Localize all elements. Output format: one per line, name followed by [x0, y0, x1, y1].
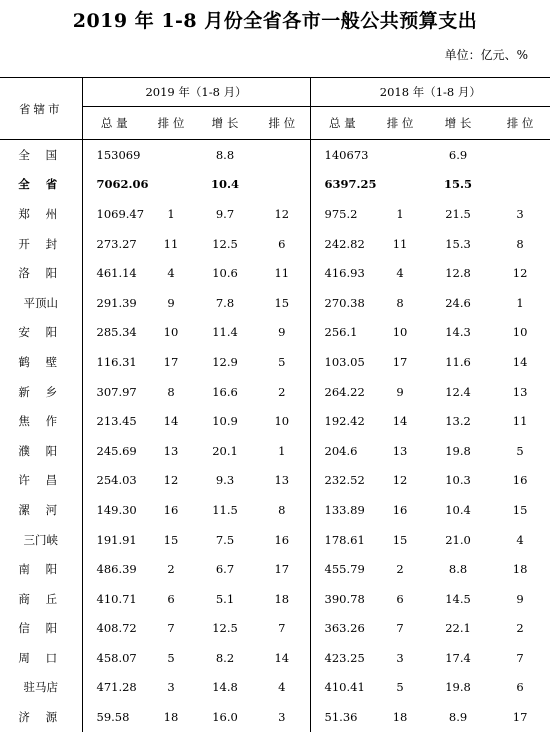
cell-r18: 14	[392, 414, 408, 429]
table-row	[0, 673, 550, 703]
cell-gr18: 1	[516, 295, 524, 310]
cell-v18: 975.2	[310, 199, 374, 229]
cell-v18: 204.6	[310, 436, 374, 466]
cell-g18: 21.0	[445, 532, 471, 547]
cell-gr19: 5	[278, 354, 286, 369]
table-row	[0, 495, 550, 525]
cell-r18: 1	[396, 206, 404, 221]
cell-g19: 11.4	[212, 325, 238, 340]
cell-v19: 461.14	[82, 258, 146, 288]
table-row	[0, 140, 550, 170]
cell-g19: 16.0	[212, 710, 238, 725]
cell-v18: 270.38	[310, 288, 374, 318]
col-rank-2018: 排 位	[374, 107, 426, 140]
table-row	[0, 436, 550, 466]
cell-v19: 191.91	[82, 525, 146, 555]
cell-r19: 3	[167, 680, 175, 695]
cell-r18: 13	[392, 443, 408, 458]
cell-v18: 232.52	[310, 466, 374, 496]
cell-v18: 140673	[310, 140, 374, 170]
col-growth-rank-2018: 排 位	[490, 107, 550, 140]
cell-v19: 153069	[82, 140, 146, 170]
cell-gr18: 17	[512, 710, 528, 725]
cell-gr18: 9	[516, 591, 524, 606]
cell-r18: 3	[396, 650, 404, 665]
budget-table	[0, 77, 550, 732]
cell-v18: 256.1	[310, 318, 374, 348]
region-name: 洛 阳	[18, 266, 64, 281]
cell-r18: 2	[396, 562, 404, 577]
cell-r18	[374, 170, 426, 200]
cell-g19: 7.5	[215, 532, 235, 547]
table-row	[0, 347, 550, 377]
table-row	[0, 406, 550, 436]
cell-r19: 4	[167, 266, 175, 281]
cell-v19: 116.31	[82, 347, 146, 377]
cell-v18: 264.22	[310, 377, 374, 407]
cell-v18: 51.36	[310, 702, 374, 732]
region-name: 平顶山	[23, 295, 58, 310]
cell-gr19: 13	[274, 473, 290, 488]
cell-g19: 10.9	[212, 414, 238, 429]
cell-gr19: 14	[274, 650, 290, 665]
cell-gr19: 12	[274, 206, 290, 221]
cell-gr18: 6	[516, 680, 524, 695]
table-row	[0, 643, 550, 673]
cell-g18: 19.8	[445, 680, 471, 695]
cell-v19: 273.27	[82, 229, 146, 259]
group-2018-header: 2018 年（1-8 月）	[310, 78, 550, 107]
col-growth-2019: 增 长	[196, 107, 254, 140]
cell-g18: 21.5	[445, 206, 471, 221]
cell-v18: 103.05	[310, 347, 374, 377]
cell-g19: 7.8	[215, 295, 235, 310]
cell-r18: 7	[396, 621, 404, 636]
cell-r18: 8	[396, 295, 404, 310]
cell-gr18: 11	[512, 414, 528, 429]
cell-gr19	[254, 170, 310, 200]
cell-gr18: 10	[512, 325, 528, 340]
region-header: 省辖市	[0, 78, 82, 140]
region-name: 安 阳	[18, 325, 64, 340]
region-name: 漯 河	[18, 502, 64, 517]
region-name: 三门峡	[23, 532, 58, 547]
cell-r18: 16	[392, 502, 408, 517]
table-row	[0, 199, 550, 229]
cell-v19: 471.28	[82, 673, 146, 703]
cell-gr19: 11	[274, 266, 290, 281]
cell-r19: 9	[167, 295, 175, 310]
cell-r18: 11	[392, 236, 408, 251]
cell-g19: 12.5	[212, 621, 238, 636]
cell-v18: 178.61	[310, 525, 374, 555]
table-row	[0, 318, 550, 348]
cell-gr18: 5	[516, 443, 524, 458]
col-total-2019: 总 量	[82, 107, 146, 140]
table-row	[0, 229, 550, 259]
cell-r19: 1	[167, 206, 175, 221]
region-name: 许 昌	[18, 473, 64, 488]
cell-gr19: 6	[278, 236, 286, 251]
cell-r19: 18	[163, 710, 179, 725]
cell-r19: 7	[167, 621, 175, 636]
cell-r19: 8	[167, 384, 175, 399]
cell-r18: 17	[392, 354, 408, 369]
cell-r18: 6	[396, 591, 404, 606]
cell-gr18	[490, 170, 550, 200]
cell-g19: 8.2	[215, 650, 235, 665]
cell-gr18: 7	[516, 650, 524, 665]
cell-g19: 9.7	[215, 206, 235, 221]
cell-g19: 5.1	[215, 591, 235, 606]
cell-r19: 17	[163, 354, 179, 369]
cell-r18: 12	[392, 473, 408, 488]
cell-r18: 15	[392, 532, 408, 547]
cell-g18: 24.6	[445, 295, 471, 310]
cell-r19: 11	[163, 236, 179, 251]
table-row	[0, 258, 550, 288]
cell-gr18: 18	[512, 562, 528, 577]
cell-gr19: 4	[278, 680, 286, 695]
cell-v19: 307.97	[82, 377, 146, 407]
cell-r18: 10	[392, 325, 408, 340]
cell-v18: 416.93	[310, 258, 374, 288]
cell-g19: 6.7	[215, 562, 235, 577]
cell-v19: 59.58	[82, 702, 146, 732]
table-row	[0, 614, 550, 644]
cell-gr18: 8	[516, 236, 524, 251]
cell-gr19: 18	[274, 591, 290, 606]
cell-r19	[146, 140, 196, 170]
cell-g19: 9.3	[215, 473, 235, 488]
region-name: 驻马店	[23, 680, 58, 695]
table-row	[0, 288, 550, 318]
cell-v18: 455.79	[310, 554, 374, 584]
cell-r19: 5	[167, 650, 175, 665]
cell-g19: 10.4	[210, 177, 239, 192]
cell-v19: 410.71	[82, 584, 146, 614]
region-name: 郑 州	[18, 206, 64, 221]
cell-g18: 14.5	[445, 591, 471, 606]
cell-r18: 9	[396, 384, 404, 399]
cell-gr19: 1	[278, 443, 286, 458]
cell-g19: 12.9	[212, 354, 238, 369]
cell-r19: 16	[163, 502, 179, 517]
cell-v19: 408.72	[82, 614, 146, 644]
cell-g18: 17.4	[445, 650, 471, 665]
cell-g19: 16.6	[212, 384, 238, 399]
cell-r19: 2	[167, 562, 175, 577]
cell-v19: 291.39	[82, 288, 146, 318]
region-name: 济 源	[18, 710, 64, 725]
cell-v18: 390.78	[310, 584, 374, 614]
cell-r18	[374, 140, 426, 170]
cell-r18: 4	[396, 266, 404, 281]
cell-g18: 6.9	[448, 147, 468, 162]
col-growth-2018: 增 长	[426, 107, 490, 140]
cell-r19: 12	[163, 473, 179, 488]
col-total-2018: 总 量	[310, 107, 374, 140]
table-row	[0, 377, 550, 407]
cell-r19	[146, 170, 196, 200]
cell-gr19: 9	[278, 325, 286, 340]
cell-gr18: 16	[512, 473, 528, 488]
table-row	[0, 170, 550, 200]
cell-v18: 363.26	[310, 614, 374, 644]
cell-g18: 10.4	[445, 502, 471, 517]
cell-g19: 12.5	[212, 236, 238, 251]
cell-gr18: 14	[512, 354, 528, 369]
cell-gr19: 16	[274, 532, 290, 547]
cell-r19: 6	[167, 591, 175, 606]
cell-g18: 12.4	[445, 384, 471, 399]
cell-gr18: 3	[516, 206, 524, 221]
cell-g19: 14.8	[212, 680, 238, 695]
group-2019-header: 2019 年（1-8 月）	[82, 78, 310, 107]
cell-g18: 8.9	[448, 710, 468, 725]
table-row	[0, 525, 550, 555]
region-name: 全 国	[18, 147, 64, 162]
cell-g19: 20.1	[212, 443, 238, 458]
cell-g18: 12.8	[445, 266, 471, 281]
cell-g19: 11.5	[212, 502, 238, 517]
region-name: 信 阳	[18, 621, 64, 636]
cell-gr18: 15	[512, 502, 528, 517]
cell-v18: 410.41	[310, 673, 374, 703]
cell-v18: 192.42	[310, 406, 374, 436]
cell-gr18	[490, 140, 550, 170]
region-name: 濮 阳	[18, 443, 64, 458]
cell-r19: 13	[163, 443, 179, 458]
cell-r19: 14	[163, 414, 179, 429]
cell-gr19: 10	[274, 414, 290, 429]
region-name: 南 阳	[18, 562, 64, 577]
cell-g18: 22.1	[445, 621, 471, 636]
cell-r19: 15	[163, 532, 179, 547]
cell-v19: 285.34	[82, 318, 146, 348]
cell-gr19: 3	[278, 710, 286, 725]
region-name: 全 省	[18, 177, 64, 192]
cell-r18: 18	[392, 710, 408, 725]
cell-gr18: 2	[516, 621, 524, 636]
cell-g18: 13.2	[445, 414, 471, 429]
region-name: 开 封	[18, 236, 64, 251]
cell-g18: 15.3	[445, 236, 471, 251]
cell-v18: 242.82	[310, 229, 374, 259]
table-row	[0, 554, 550, 584]
page-title: 2019 年 1-8 月份全省各市一般公共预算支出	[72, 10, 478, 32]
cell-r18: 5	[396, 680, 404, 695]
cell-v19: 458.07	[82, 643, 146, 673]
cell-v19: 213.45	[82, 406, 146, 436]
cell-g18: 14.3	[445, 325, 471, 340]
cell-g18: 8.8	[448, 562, 468, 577]
cell-gr19: 8	[278, 502, 286, 517]
cell-g18: 10.3	[445, 473, 471, 488]
col-growth-rank-2019: 排 位	[254, 107, 310, 140]
cell-v19: 254.03	[82, 466, 146, 496]
cell-gr19: 15	[274, 295, 290, 310]
cell-gr18: 4	[516, 532, 524, 547]
cell-v19: 149.30	[82, 495, 146, 525]
unit-label: 单位：亿元、%	[444, 48, 528, 62]
cell-v19: 7062.06	[82, 170, 146, 200]
cell-v19: 1069.47	[82, 199, 146, 229]
region-name: 焦 作	[18, 414, 64, 429]
region-name: 新 乡	[18, 384, 64, 399]
region-name: 商 丘	[18, 591, 64, 606]
cell-v18: 423.25	[310, 643, 374, 673]
cell-v19: 245.69	[82, 436, 146, 466]
cell-r19: 10	[163, 325, 179, 340]
cell-gr18: 12	[512, 266, 528, 281]
cell-v18: 6397.25	[310, 170, 374, 200]
cell-gr19	[254, 140, 310, 170]
region-name: 鹤 壁	[18, 354, 64, 369]
cell-g18: 11.6	[445, 354, 471, 369]
cell-gr19: 17	[274, 562, 290, 577]
col-rank-2019: 排 位	[146, 107, 196, 140]
table-row	[0, 702, 550, 732]
table-row	[0, 584, 550, 614]
cell-v19: 486.39	[82, 554, 146, 584]
cell-gr18: 13	[512, 384, 528, 399]
cell-v18: 133.89	[310, 495, 374, 525]
cell-gr19: 2	[278, 384, 286, 399]
table-row	[0, 466, 550, 496]
cell-g19: 8.8	[215, 147, 235, 162]
cell-gr19: 7	[278, 621, 286, 636]
cell-g18: 19.8	[445, 443, 471, 458]
cell-g19: 10.6	[212, 266, 238, 281]
cell-g18: 15.5	[444, 177, 473, 192]
region-name: 周 口	[18, 650, 64, 665]
